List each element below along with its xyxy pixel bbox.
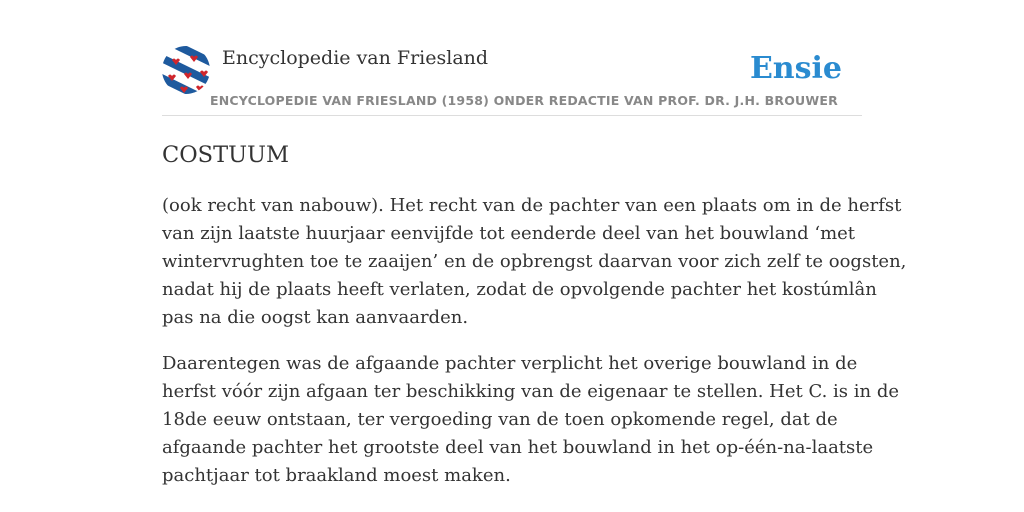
paragraph-line: wintervrughten toe te zaaijen’ en de opbrengst daarvan voor zich zelf te oogsten, bbox=[162, 251, 907, 272]
site-header bbox=[162, 46, 862, 116]
paragraph-line: nadat hij de plaats heeft verlaten, zodat de opvolgende pachter het kostúmlân bbox=[162, 279, 877, 300]
article-body bbox=[162, 192, 907, 490]
paragraph-line: 18de eeuw ontstaan, ter vergoeding van de toen opkomende regel, dat de bbox=[162, 409, 838, 430]
paragraph-line: Daarentegen was de afgaande pachter verplicht het overige bouwland in de bbox=[162, 353, 858, 374]
paragraph-line: pachtjaar tot braakland moest maken. bbox=[162, 465, 511, 486]
frisian-flag-icon[interactable] bbox=[162, 46, 210, 94]
page-title: COSTUUM bbox=[162, 142, 290, 168]
site-subtitle: ENCYCLOPEDIE VAN FRIESLAND (1958) ONDER REDACTIE VAN PROF. DR. J.H. BROUWER bbox=[210, 93, 838, 108]
article-paragraph bbox=[162, 192, 907, 332]
site-name[interactable]: Encyclopedie van Friesland bbox=[222, 47, 489, 69]
article-paragraph bbox=[162, 350, 900, 490]
paragraph-line: afgaande pachter het grootste deel van het bouwland in het op-één-na-laatste bbox=[162, 437, 874, 458]
paragraph-line: van zijn laatste huurjaar eenvijfde tot eenderde deel van het bouwland ‘met bbox=[162, 223, 856, 244]
paragraph-line: herfst vóór zijn afgaan ter beschikking van de eigenaar te stellen. Het C. is in de bbox=[162, 381, 900, 402]
paragraph-line: pas na die oogst kan aanvaarden. bbox=[162, 307, 469, 328]
paragraph-line: (ook recht van nabouw). Het recht van de pachter van een plaats om in de herfst bbox=[162, 195, 902, 216]
ensie-logo-link[interactable]: Ensie bbox=[749, 51, 842, 86]
